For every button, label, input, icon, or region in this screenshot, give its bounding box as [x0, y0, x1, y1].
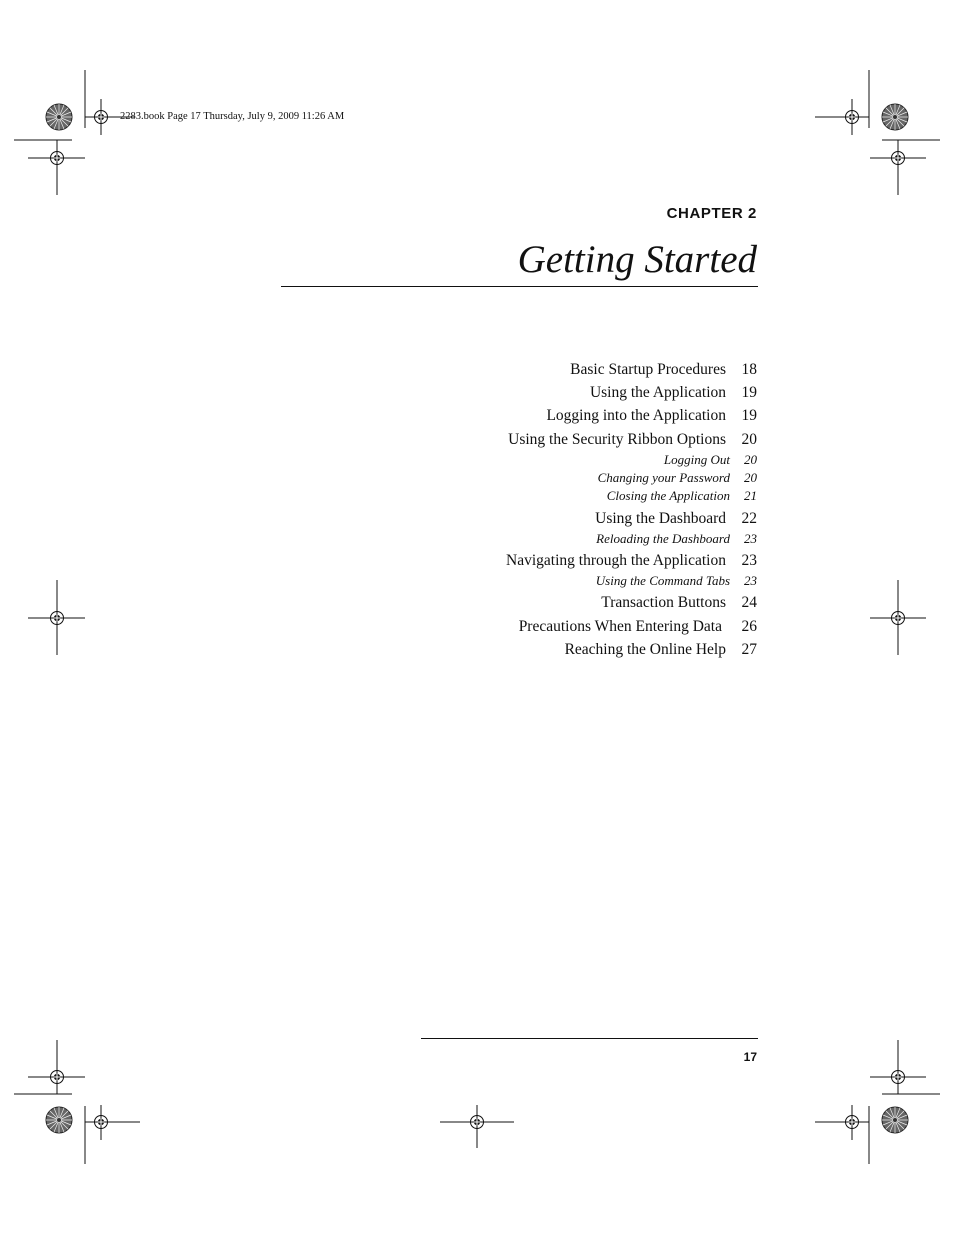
toc-entry-title: Reaching the Online Help: [564, 641, 726, 658]
toc-entry-title: Basic Startup Procedures: [570, 361, 726, 378]
toc-entry[interactable]: [0, 510, 954, 532]
toc-entry[interactable]: [0, 384, 954, 406]
toc-entry-page: 19: [741, 407, 757, 424]
toc-entry[interactable]: [0, 361, 954, 383]
toc-entry[interactable]: [0, 641, 954, 663]
toc-subentry[interactable]: [0, 531, 954, 553]
toc-entry-title: Logging into the Application: [546, 407, 726, 424]
toc-subentry-page: 21: [744, 488, 757, 503]
toc-subentry-page: 23: [744, 573, 757, 588]
toc-entry-page: 18: [741, 361, 757, 378]
toc-entry[interactable]: [0, 552, 954, 574]
toc-entry-title: Using the Application: [589, 384, 726, 401]
toc-entry-page: 24: [741, 594, 757, 611]
toc-entry[interactable]: [0, 618, 954, 640]
toc-subentry-page: 20: [744, 470, 757, 485]
toc-entry-page: 20: [741, 431, 757, 448]
toc-subentry-page: 20: [744, 452, 757, 467]
toc-subentry-title: Reloading the Dashboard: [596, 531, 730, 546]
toc-entry-page: 27: [741, 641, 757, 658]
toc-entry-title: Using the Security Ribbon Options: [508, 431, 726, 448]
toc-entry[interactable]: [0, 407, 954, 429]
toc-entry[interactable]: [0, 594, 954, 616]
toc-entry-title: Navigating through the Application: [506, 552, 726, 569]
toc-entry-page: 26: [741, 618, 757, 635]
page-number: 17: [743, 1050, 757, 1064]
chapter-label: CHAPTER 2: [666, 205, 757, 222]
toc-entry-title: Using the Dashboard: [595, 510, 726, 527]
chapter-title: Getting Started: [517, 238, 757, 281]
toc-entry-title: Transaction Buttons: [601, 594, 726, 611]
print-slug-line: 2283.book Page 17 Thursday, July 9, 2009 11:26 AM: [120, 111, 345, 122]
toc-entry-page: 23: [741, 552, 757, 569]
toc-subentry[interactable]: [0, 573, 954, 595]
toc-subentry[interactable]: [0, 488, 954, 510]
toc-entry-page: 22: [741, 510, 757, 527]
toc-entry-page: 19: [741, 384, 757, 401]
toc-subentry-title: Using the Command Tabs: [595, 573, 730, 588]
toc-entry-title: Precautions When Entering Data: [518, 618, 722, 635]
toc-subentry-title: Logging Out: [663, 452, 730, 467]
toc-subentry-title: Closing the Application: [606, 488, 730, 503]
footer-rule: [421, 1038, 758, 1039]
toc-entry[interactable]: [0, 431, 954, 453]
toc-subentry-title: Changing your Password: [597, 470, 730, 485]
toc-subentry-page: 23: [744, 531, 757, 546]
